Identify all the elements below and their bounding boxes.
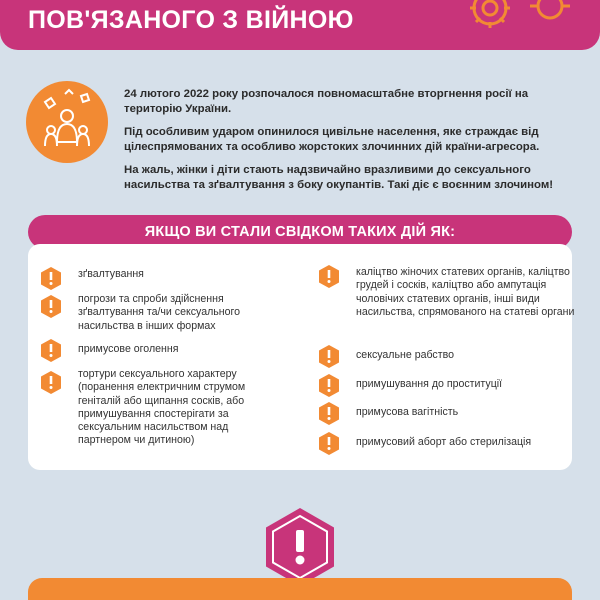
warning-hexagon-icon [318, 431, 340, 456]
list-item-text: каліцтво жіночих статевих органів, каліцтво грудей і сосків, каліцтво або ампутація чоловічих статевих органів, інші види насильства, спрямованого на статеві органи [356, 266, 575, 318]
family-protection-icon [25, 80, 109, 164]
warning-hexagon-icon [40, 266, 62, 291]
exclamation-hexagon-icon [264, 506, 336, 588]
warning-hexagon-icon [40, 370, 62, 395]
bottom-banner [28, 578, 572, 600]
list-item-text: примушування до проституції [356, 378, 503, 390]
header-banner [0, 0, 600, 50]
list-item-text: зґвалтування [78, 268, 144, 280]
intro-text-block [124, 87, 574, 201]
warning-hexagon-icon [318, 373, 340, 398]
list-item [318, 431, 576, 456]
list-item [318, 344, 576, 369]
list-item-text: примусова вагітність [356, 406, 459, 418]
intro-paragraph: Під особливим ударом опинилося цивільне населення, яке страждає від цілеспрямованих та особливо жорстоких злочинних дій країни-агресора. [124, 126, 540, 153]
list-item [40, 338, 258, 363]
list-item [40, 266, 258, 291]
list-item-text: тортури сексуального характеру (поранення електричним струмом геніталій або щипання сосків, або примушування спостерігати за сексуальним насильством над партнером чи дитиною) [78, 368, 246, 447]
list-item-text: погрози та спроби здійснення зґвалтування та/чи сексуального насильства в інших формах [78, 293, 241, 332]
section-title: ЯКЩО ВИ СТАЛИ СВІДКОМ ТАКИХ ДІЙ ЯК: [144, 224, 456, 240]
list-item-text: сексуальне рабство [356, 349, 454, 361]
list-item-text: примусове оголення [78, 343, 179, 355]
page-title: ПОВ'ЯЗАНОГО З ВІЙНОЮ [28, 6, 354, 34]
warning-hexagon-icon [318, 344, 340, 369]
list-item-text: примусовий аборт або стерилізація [356, 436, 532, 448]
gear-decoration-icon [430, 0, 590, 48]
warning-hexagon-icon [40, 338, 62, 363]
intro-paragraph: На жаль, жінки і діти стають надзвичайно вразливими до сексуального насильства та зґвалтування з боку окупантів. Такі діє є воєнним злочином! [124, 164, 554, 191]
list-card [28, 244, 575, 470]
intro-paragraph: 24 лютого 2022 року розпочалося повномасштабне вторгнення росії на територію України. [124, 88, 529, 115]
list-item [40, 370, 263, 448]
warning-hexagon-icon [318, 264, 340, 289]
list-item [318, 264, 576, 319]
warning-hexagon-icon [40, 294, 62, 319]
list-item [318, 373, 576, 398]
list-item [318, 401, 576, 426]
warning-hexagon-icon [318, 401, 340, 426]
list-item [40, 294, 258, 333]
